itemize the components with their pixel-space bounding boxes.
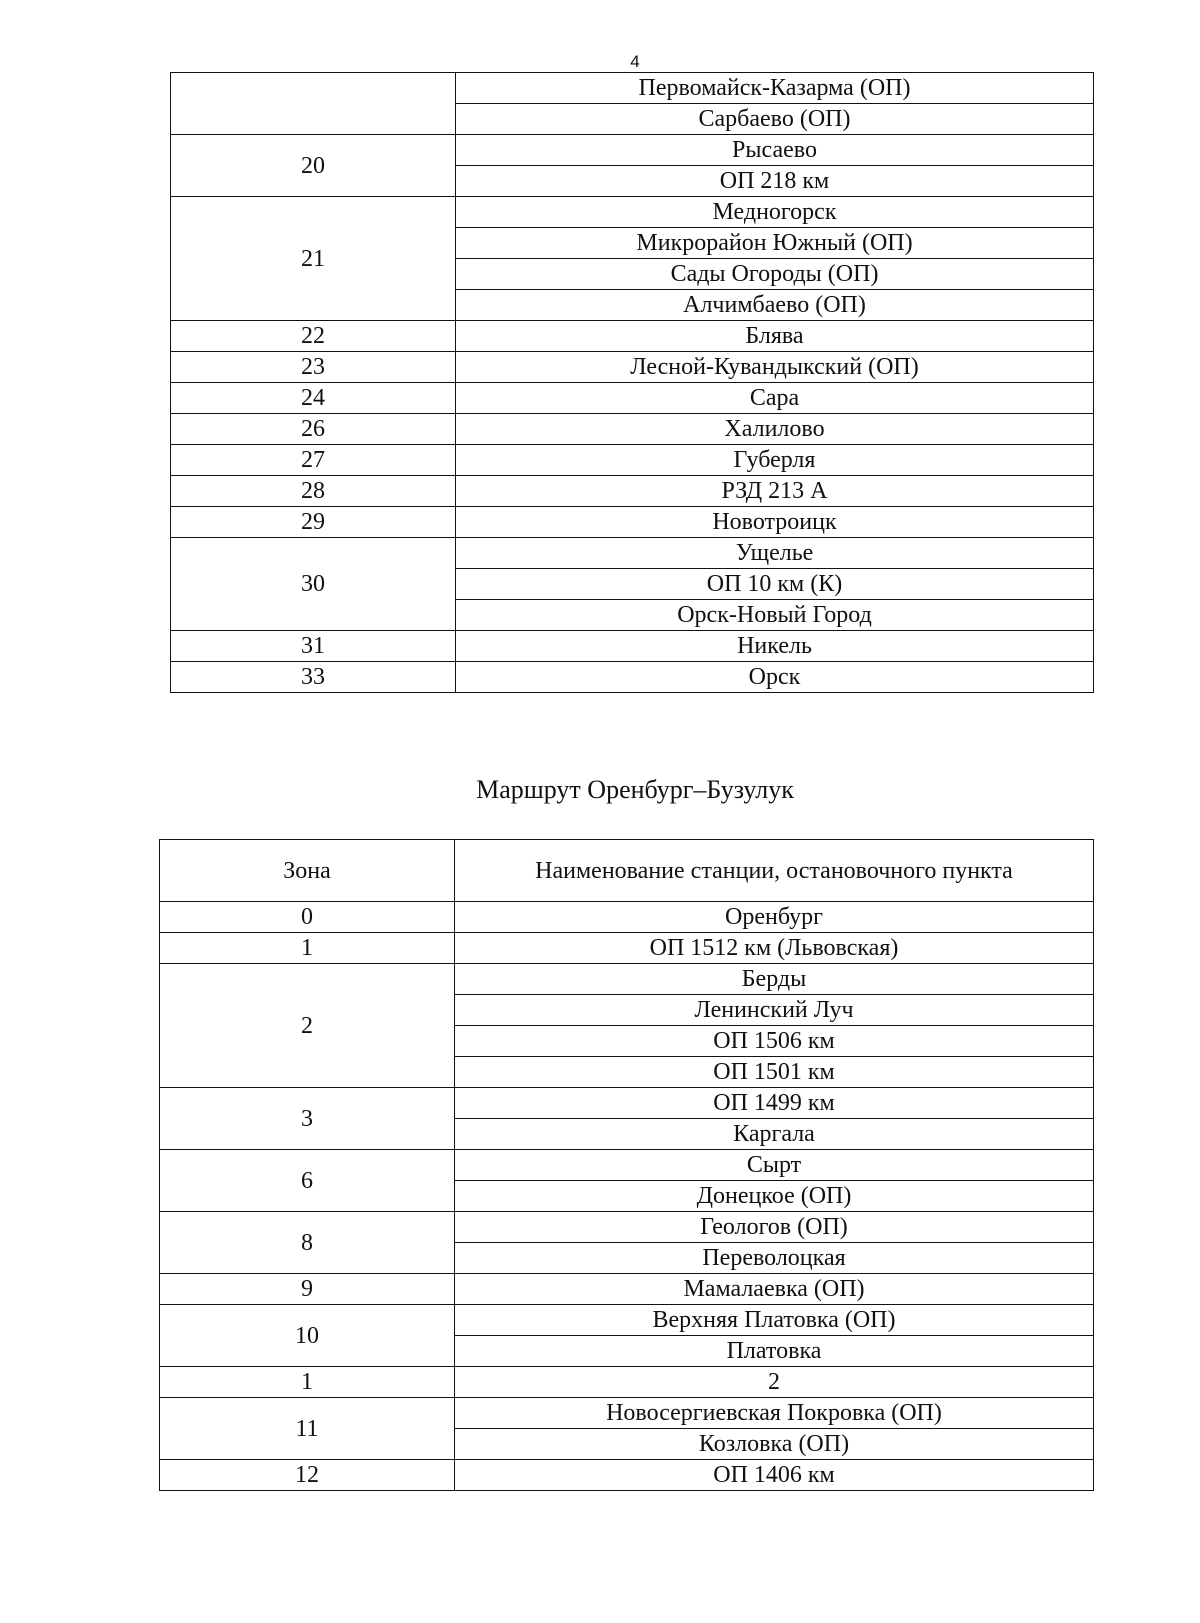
zone-cell: 29 [171, 507, 456, 538]
station-cell: Рысаево [456, 135, 1094, 166]
table-row [160, 1398, 1094, 1429]
zone-cell: 2 [160, 964, 455, 1088]
station-cell: Геологов (ОП) [455, 1212, 1094, 1243]
station-cell: Орск [456, 662, 1094, 693]
station-cell: ОП 1512 км (Львовская) [455, 933, 1094, 964]
table-row [171, 662, 1094, 693]
station-cell: ОП 10 км (К) [456, 569, 1094, 600]
station-cell: ОП 1506 км [455, 1026, 1094, 1057]
zone-cell: 20 [171, 135, 456, 197]
station-cell: Сырт [455, 1150, 1094, 1181]
station-cell: Никель [456, 631, 1094, 662]
station-cell: Верхняя Платовка (ОП) [455, 1305, 1094, 1336]
table-row [171, 507, 1094, 538]
station-cell: Оренбург [455, 902, 1094, 933]
table-row [160, 933, 1094, 964]
page-number: 4 [630, 52, 640, 71]
zone-cell: 1 [160, 1367, 455, 1398]
zone-cell: 3 [160, 1088, 455, 1150]
zone-cell: 10 [160, 1305, 455, 1367]
zone-cell: 23 [171, 352, 456, 383]
zone-cell: 22 [171, 321, 456, 352]
station-cell: Медногорск [456, 197, 1094, 228]
zone-cell: 0 [160, 902, 455, 933]
table-row [160, 1150, 1094, 1181]
station-cell: Переволоцкая [455, 1243, 1094, 1274]
station-cell: Сады Огороды (ОП) [456, 259, 1094, 290]
table-row [171, 73, 1094, 104]
zone-cell: 1 [160, 933, 455, 964]
zone-cell: 6 [160, 1150, 455, 1212]
station-cell: Козловка (ОП) [455, 1429, 1094, 1460]
zone-cell: 21 [171, 197, 456, 321]
station-cell: Алчимбаево (ОП) [456, 290, 1094, 321]
station-cell: Платовка [455, 1336, 1094, 1367]
station-cell: Ущелье [456, 538, 1094, 569]
table-row [160, 1088, 1094, 1119]
station-cell: Новотроицк [456, 507, 1094, 538]
station-cell: Берды [455, 964, 1094, 995]
table-row [160, 1367, 1094, 1398]
table-row [160, 902, 1094, 933]
station-cell: Блява [456, 321, 1094, 352]
table-row [160, 1460, 1094, 1491]
station-cell: Ленинский Луч [455, 995, 1094, 1026]
header-zone: Зона [160, 840, 455, 902]
zone-cell: 11 [160, 1398, 455, 1460]
station-cell: ОП 1406 км [455, 1460, 1094, 1491]
station-cell: Донецкое (ОП) [455, 1181, 1094, 1212]
station-cell: Мамалаевка (ОП) [455, 1274, 1094, 1305]
table-row [160, 1305, 1094, 1336]
table-row [160, 1212, 1094, 1243]
table-row [171, 352, 1094, 383]
station-cell: ОП 1499 км [455, 1088, 1094, 1119]
table-header-row [160, 840, 1094, 902]
station-cell: ОП 218 км [456, 166, 1094, 197]
table-body [160, 840, 1094, 1491]
station-cell: Микрорайон Южный (ОП) [456, 228, 1094, 259]
zone-cell [171, 73, 456, 135]
station-cell: Новосергиевская Покровка (ОП) [455, 1398, 1094, 1429]
header-station: Наименование станции, остановочного пункта [455, 840, 1094, 902]
station-cell: Лесной-Кувандыкский (ОП) [456, 352, 1094, 383]
station-cell: Первомайск-Казарма (ОП) [456, 73, 1094, 104]
station-cell: Орск-Новый Город [456, 600, 1094, 631]
station-cell: РЗД 213 А [456, 476, 1094, 507]
table-body [171, 73, 1094, 693]
zone-cell: 26 [171, 414, 456, 445]
station-cell: Халилово [456, 414, 1094, 445]
zone-cell: 9 [160, 1274, 455, 1305]
zone-cell: 12 [160, 1460, 455, 1491]
zone-table-continued [170, 72, 1094, 693]
route-title: Маршрут Оренбург–Бузулук [476, 775, 794, 804]
station-cell: 2 [455, 1367, 1094, 1398]
table-row [171, 414, 1094, 445]
table-row [160, 1274, 1094, 1305]
table-row [160, 964, 1094, 995]
zone-cell: 33 [171, 662, 456, 693]
zone-cell: 8 [160, 1212, 455, 1274]
table-row [171, 538, 1094, 569]
zone-cell: 31 [171, 631, 456, 662]
station-cell: ОП 1501 км [455, 1057, 1094, 1088]
station-cell: Сара [456, 383, 1094, 414]
zone-cell: 30 [171, 538, 456, 631]
station-cell: Губерля [456, 445, 1094, 476]
zone-cell: 24 [171, 383, 456, 414]
table-row [171, 197, 1094, 228]
station-cell: Сарбаево (ОП) [456, 104, 1094, 135]
table-row [171, 135, 1094, 166]
table-row [171, 476, 1094, 507]
zone-cell: 28 [171, 476, 456, 507]
station-cell: Каргала [455, 1119, 1094, 1150]
table-row [171, 445, 1094, 476]
zone-cell: 27 [171, 445, 456, 476]
table-row [171, 631, 1094, 662]
table-row [171, 383, 1094, 414]
table-row [171, 321, 1094, 352]
zone-table-orenburg-buzuluk [159, 839, 1094, 1491]
